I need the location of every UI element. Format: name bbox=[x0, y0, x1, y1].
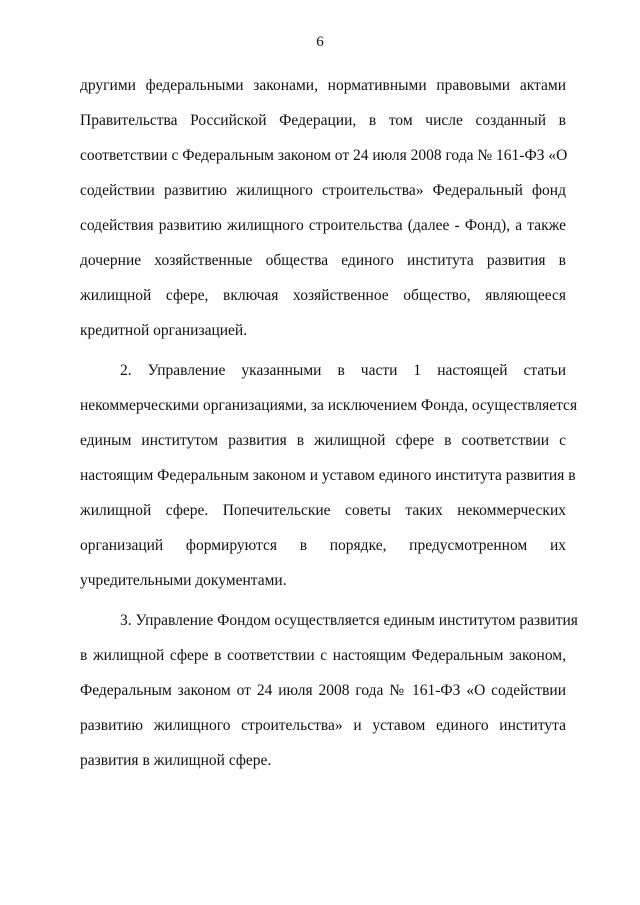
text-line: дочерние хозяйственные общества единого института развития в bbox=[80, 252, 566, 269]
text-line: жилищной сфере. Попечительские советы таких некоммерческих bbox=[80, 502, 566, 519]
text-line: настоящим Федеральным законом и уставом единого института развития в bbox=[80, 467, 576, 484]
text-line: в жилищной сфере в соответствии с настоящим Федеральным законом, bbox=[80, 647, 566, 664]
paragraph-part-2 bbox=[80, 353, 578, 598]
text-line: 2. Управление указанными в части 1 настоящей статьи bbox=[120, 362, 566, 379]
text-line: кредитной организацией. bbox=[80, 322, 248, 339]
text-line: учредительными документами. bbox=[80, 572, 287, 589]
text-line: жилищной сфере, включая хозяйственное общество, являющееся bbox=[80, 287, 566, 304]
text-line: некоммерческими организациями, за исключением Фонда, осуществляется bbox=[80, 397, 578, 414]
paragraph-part-3 bbox=[80, 603, 578, 778]
text-line: содействия развитию жилищного строительства (далее - Фонд), а также bbox=[80, 217, 566, 234]
text-line: развитию жилищного строительства» и уставом единого института bbox=[80, 717, 566, 734]
text-line: развития в жилищной сфере. bbox=[80, 752, 272, 769]
text-line: Правительства Российской Федерации, в том числе созданный в bbox=[80, 112, 566, 129]
document-body bbox=[80, 68, 578, 778]
text-line: 3. Управление Фондом осуществляется единым институтом развития bbox=[120, 612, 578, 629]
page-number: 6 bbox=[316, 34, 324, 50]
text-line: содействии развитию жилищного строительства» Федеральный фонд bbox=[80, 182, 566, 199]
text-line: соответствии с Федеральным законом от 24 июля 2008 года № 161-ФЗ «О bbox=[80, 147, 568, 164]
text-line: Федеральным законом от 24 июля 2008 года № 161-ФЗ «О содействии bbox=[80, 682, 566, 699]
text-line: организаций формируются в порядке, предусмотренном их bbox=[80, 537, 566, 554]
text-line: другими федеральными законами, нормативными правовыми актами bbox=[80, 77, 566, 94]
paragraph-continued-part-1 bbox=[80, 68, 566, 348]
text-line: единым институтом развития в жилищной сфере в соответствии с bbox=[80, 432, 566, 449]
